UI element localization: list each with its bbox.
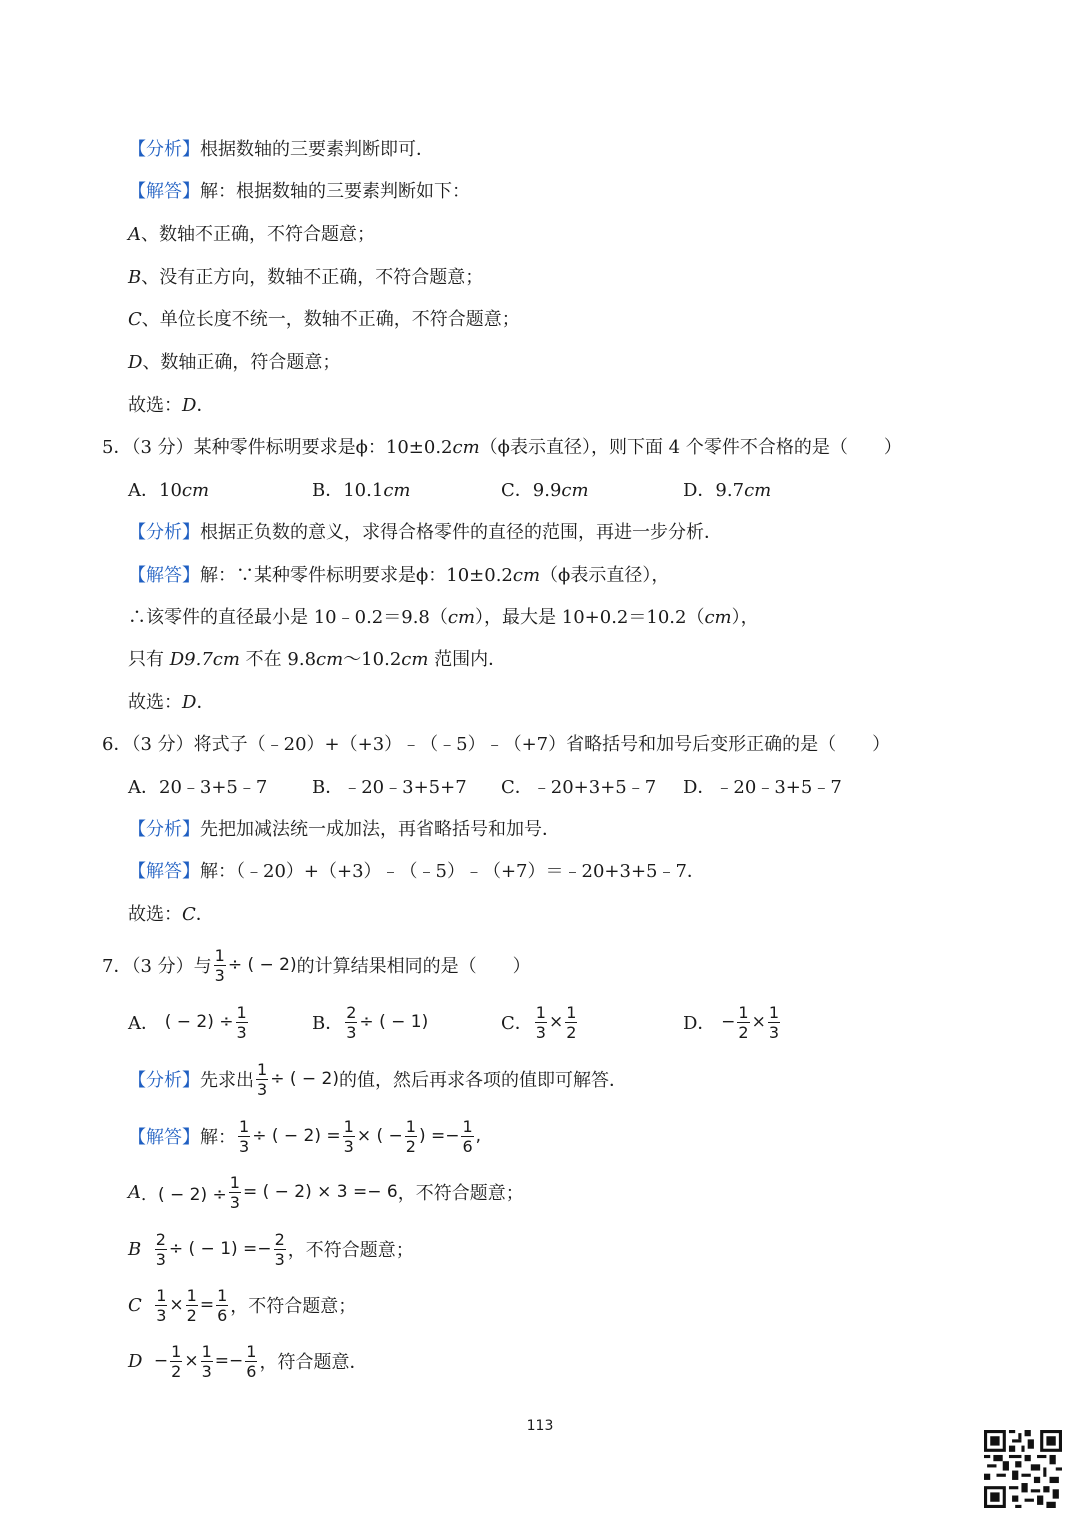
math-expr: ÷ ( − 1) =− (168, 1239, 272, 1259)
analysis-text: 根据数轴的三要素判断即可． (200, 139, 434, 160)
stem-text: 的计算结果相同的是（ ） (296, 956, 531, 977)
answer-tag: 【解答】 (128, 181, 200, 202)
q6-answer (128, 860, 705, 884)
item-text: 、单位长度不统一，数轴不正确，不符合题意； (141, 309, 520, 330)
choice-letter: D (182, 692, 197, 713)
math-expr: ( − 2) ÷ (164, 1012, 234, 1032)
analysis-tag: 【分析】 (128, 522, 200, 543)
analysis-text: 根据正负数的意义，求得合格零件的直径的范围，再进一步分析． (200, 522, 722, 543)
option-a: A．20﹣3+5﹣7 (128, 777, 268, 798)
q7-option-d (683, 999, 782, 1045)
q6-choice (128, 903, 214, 927)
q4-choice (128, 394, 214, 418)
unit: cm (512, 565, 541, 586)
choice-letter: D (182, 395, 197, 416)
q4-item-d (128, 351, 340, 375)
choice-prefix: 故选： (128, 692, 182, 713)
fraction: $\frac{1}{3}$ (156, 1285, 167, 1325)
q4-answer (128, 180, 470, 204)
q4-item-b (128, 266, 483, 290)
option-label: B． (312, 1013, 344, 1034)
fraction: $\frac{1}{3}$ (535, 1002, 546, 1042)
page-number: 113 (526, 1418, 554, 1434)
math-expr: ．( − 2) ÷ (141, 1184, 227, 1205)
answer-text: 解：∵某种零件标明要求是ϕ：10±0.2 (200, 565, 513, 586)
fraction: $\frac{1}{3}$ (201, 1341, 212, 1381)
item-label: A (128, 1181, 141, 1203)
fraction: $\frac{1}{6}$ (246, 1341, 257, 1381)
q5-analysis (128, 521, 722, 545)
analysis-text: 的值，然后再求各项的值即可解答． (338, 1070, 627, 1091)
math-expr: ) =− (418, 1126, 460, 1146)
item-label: D (128, 1350, 143, 1372)
q7-answer (128, 1113, 481, 1159)
math-expr: − (153, 1351, 169, 1371)
fraction: $\frac{1}{2}$ (738, 1002, 749, 1042)
option-a: A．10cm (128, 480, 210, 501)
q6-options (128, 776, 988, 800)
fraction: $\frac{1}{2}$ (171, 1341, 182, 1381)
answer-tag: 【解答】 (128, 565, 200, 586)
math-expr: × ( − (356, 1126, 403, 1146)
answer-text: ～10.2 (343, 649, 402, 670)
fraction: $\frac{1}{3}$ (214, 945, 225, 985)
item-text: 、没有正方向，数轴不正确，不符合题意； (141, 267, 484, 288)
math-expr: × (548, 1012, 564, 1032)
math-expr: ÷ ( − 2) (227, 955, 297, 975)
q7-item-c (128, 1282, 356, 1328)
option-b: B．﹣20﹣3+5+7 (312, 777, 467, 798)
qr-code-icon[interactable] (984, 1430, 1062, 1508)
q7-item-a (128, 1169, 524, 1215)
answer-text: 范围内． (428, 649, 507, 670)
q4-analysis (128, 138, 434, 162)
fraction: $\frac{1}{3}$ (343, 1116, 354, 1156)
option-c: C．﹣20+3+5﹣7 (501, 777, 657, 798)
choice-prefix: 故选： (128, 395, 182, 416)
analysis-text: 先求出 (200, 1070, 254, 1091)
math-expr: ÷ ( − 2) = (252, 1126, 341, 1146)
fraction: $\frac{2}{3}$ (346, 1002, 357, 1042)
math-expr: = (199, 1295, 215, 1315)
stem-text: 5．（3 分）某种零件标明要求是ϕ：10±0.2 (102, 437, 453, 458)
fraction: $\frac{2}{3}$ (274, 1229, 285, 1269)
stem-text: （ϕ表示直径），则下面 4 个零件不合格的是（ ） (479, 437, 902, 458)
answer-tag: 【解答】 (128, 1127, 200, 1148)
analysis-tag: 【分析】 (128, 819, 200, 840)
math-expr: × (169, 1295, 184, 1315)
fraction: $\frac{2}{3}$ (155, 1229, 166, 1269)
answer-text: 解：根据数轴的三要素判断如下： (200, 181, 470, 202)
math-expr: ÷ ( − 2) (270, 1069, 339, 1089)
math-expr: , (475, 1126, 482, 1146)
option-d: D．﹣20﹣3+5﹣7 (683, 777, 842, 798)
unit: cm (316, 649, 344, 670)
math-expr: ÷ ( − 1) (359, 1012, 429, 1032)
answer-text: ∴该零件的直径最小是 10﹣0.2＝9.8（ (128, 607, 448, 628)
q7-option-a (128, 999, 250, 1045)
fraction: $\frac{1}{3}$ (257, 1059, 268, 1099)
math-expr: × (751, 1012, 766, 1032)
choice-suffix: ． (196, 692, 215, 713)
q4-item-a (128, 223, 375, 247)
item-text: ，符合题意． (259, 1352, 368, 1373)
q6-stem (102, 733, 890, 757)
option-label: C． (501, 1013, 533, 1034)
q7-item-d (128, 1338, 367, 1384)
q5-stem (102, 436, 902, 460)
math-expr: = ( − 2) × 3 =− 6 (242, 1182, 398, 1202)
stem-text: 7．（3 分）与 (102, 956, 212, 977)
fraction: $\frac{1}{3}$ (768, 1002, 780, 1042)
q5-choice (128, 691, 214, 715)
choice-prefix: 故选： (128, 904, 182, 925)
q4-item-c (128, 308, 520, 332)
unit: cm (704, 607, 732, 628)
math-expr: − (721, 1012, 736, 1032)
item-label: B (128, 267, 142, 288)
math-expr: × (184, 1351, 199, 1371)
item-text: ，不符合题意； (287, 1240, 414, 1261)
answer-tag: 【解答】 (128, 861, 200, 882)
option-label: D． (683, 1013, 716, 1034)
q7-item-b (128, 1226, 414, 1272)
stem-text: 6．（3 分）将式子（﹣20）+（+3）﹣（﹣5）﹣（+7）省略括号和加号后变形正确的是（ ） (102, 734, 891, 755)
q6-analysis (128, 818, 560, 842)
item-text: ，不符合题意； (397, 1183, 524, 1204)
option-d: D．9.7cm (683, 480, 772, 501)
item-label: D (128, 352, 143, 373)
choice-suffix: ． (196, 395, 215, 416)
choice-letter: C (182, 904, 196, 925)
q7-option-b (312, 999, 428, 1045)
analysis-tag: 【分析】 (128, 139, 200, 160)
math-expr: =− (214, 1351, 244, 1371)
analysis-text: 先把加减法统一成加法，再省略括号和加号． (200, 819, 560, 840)
item-text: 、数轴不正确，不符合题意； (141, 224, 375, 245)
answer-text: 不在 9.8 (239, 649, 317, 670)
item-label: C (128, 1294, 142, 1316)
fraction: $\frac{1}{3}$ (229, 1172, 240, 1212)
fraction: $\frac{1}{2}$ (405, 1116, 416, 1156)
answer-text: （ϕ表示直径）， (540, 565, 670, 586)
q7-analysis (128, 1056, 627, 1102)
fraction: $\frac{1}{2}$ (566, 1002, 577, 1042)
answer-text: 解：（﹣20）+（+3）﹣（﹣5）﹣（+7）＝﹣20+3+5﹣7． (200, 861, 705, 882)
fraction: $\frac{1}{6}$ (217, 1285, 228, 1325)
fraction: $\frac{1}{3}$ (236, 1002, 247, 1042)
option-b: B．10.1cm (312, 480, 411, 501)
q5-options (128, 479, 988, 503)
fraction: $\frac{1}{2}$ (186, 1285, 197, 1325)
option-c: C．9.9cm (501, 480, 589, 501)
analysis-tag: 【分析】 (128, 1070, 200, 1091)
q5-answer-line2 (128, 606, 759, 630)
q5-answer (128, 564, 669, 588)
answer-text: ）， (731, 607, 759, 628)
answer-text: ），最大是 10+0.2＝10.2（ (475, 607, 705, 628)
item-text: 、数轴正确，符合题意； (142, 352, 341, 373)
answer-text: 只有 (128, 649, 170, 670)
fraction: $\frac{1}{6}$ (462, 1116, 473, 1156)
q5-answer-line3 (128, 648, 506, 672)
fraction: $\frac{1}{3}$ (239, 1116, 250, 1156)
unit: cm (401, 649, 429, 670)
item-label: A (128, 224, 141, 245)
item-label: C (128, 309, 142, 330)
answer-text: D9.7cm (169, 649, 240, 670)
option-label: A． (128, 1013, 159, 1034)
q7-option-c (501, 999, 579, 1045)
unit: cm (452, 437, 480, 458)
choice-suffix: ． (195, 904, 214, 925)
answer-text: 解： (200, 1127, 236, 1148)
item-label: B (128, 1238, 142, 1260)
q7-stem (102, 942, 531, 988)
unit: cm (447, 607, 476, 628)
item-text: ，不符合题意； (230, 1296, 357, 1317)
